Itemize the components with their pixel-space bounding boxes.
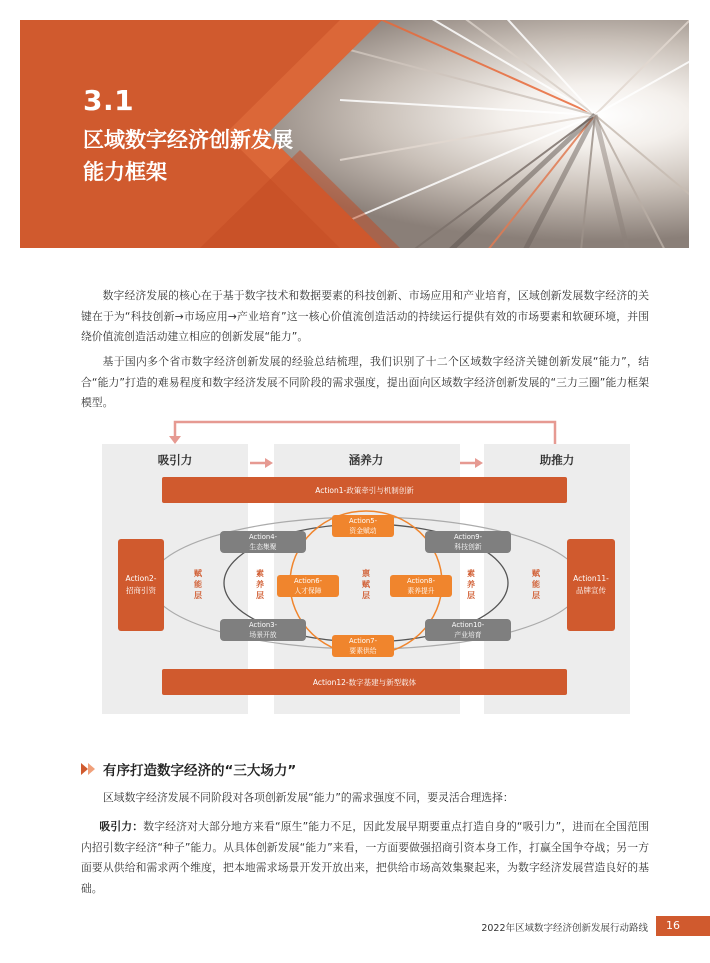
section-banner — [20, 20, 689, 248]
action9-sub: 科技创新 — [454, 543, 482, 551]
action1-bar: Action1-政策牵引与机制创新 — [162, 477, 567, 503]
action6-label: Action6- — [293, 577, 323, 585]
layer-literacy-right: 素养层 — [467, 569, 475, 600]
action3-box — [220, 619, 306, 641]
action5-box — [332, 515, 394, 537]
action12-bar: Action12-数字基建与新型载体 — [162, 669, 567, 695]
action9-box — [425, 531, 511, 553]
action11-box — [567, 539, 615, 631]
subsection-intro: 区域数字经济发展不同阶段对各项创新发展“能力”的需求强度不同，要灵活合理选择： — [103, 791, 514, 804]
attract-lead-text: 数字经济对大部分地方来看“原生”能力不足，因此发展早期要重点打造自身的“吸引力”，进而在全国范围内招引数字经济“种子”能力。从具体创新发展“能力”来看，一方面要做强招商引资本身工作，打赢全国争夺战；另一方面要从供给和需求两个维度，把本地需求场景开发开放出来，把供给市场高效集聚起来，为数字经济发展营造良好的基础。 — [81, 820, 650, 895]
action8-sub: 素养提升 — [407, 587, 435, 595]
action4-label: Action4- — [248, 533, 278, 541]
column-header-nurture: 涵养力 — [348, 453, 384, 467]
action4-sub: 生态集聚 — [249, 543, 277, 551]
action9-label: Action9- — [453, 533, 483, 541]
attract-lead-label: 吸引力： — [99, 820, 144, 833]
action10-label: Action10- — [451, 621, 485, 629]
section-number: 3.1 — [83, 84, 135, 117]
action7-box — [332, 635, 394, 657]
action5-label: Action5- — [348, 517, 378, 525]
action2-label: Action2- — [125, 574, 157, 583]
intro-paragraph-2: 基于国内多个省市数字经济创新发展的经验总结梳理，我们识别了十二个区域数字经济关键创新发展“能力”，结合“能力”打造的难易程度和数字经济发展不同阶段的需求强度，提出面向区域数字经济创新发展的“三力三圈”能力框架模型。 — [81, 355, 649, 409]
action5-sub: 资金赋动 — [349, 527, 377, 535]
section-title-line2: 能力框架 — [83, 160, 167, 184]
action6-box — [277, 575, 339, 597]
section-title-line1: 区域数字经济创新发展 — [83, 128, 293, 152]
intro-paragraph-1: 数字经济发展的核心在于基于数字技术和数据要素的科技创新、市场应用和产业培育，区域创新发展数字经济的关键在于为“科技创新→市场应用→产业培育”这一核心价值流创造活动的持续运行提供有效的市场要素和软硬环境，并围绕价值流创造活动建立相应的创新发展“能力”。 — [81, 289, 649, 343]
column-header-boost: 助推力 — [539, 453, 575, 467]
layer-endowment: 禀赋层 — [362, 569, 370, 600]
action11-sub: 品牌宣传 — [576, 586, 606, 595]
action11-label: Action11- — [573, 574, 609, 583]
action7-sub: 要素供给 — [349, 647, 377, 655]
page-number: 16 — [656, 916, 710, 936]
column-header-attract: 吸引力 — [157, 453, 193, 467]
subsection-title: 有序打造数字经济的“三大场力” — [103, 763, 297, 779]
action2-sub: 招商引资 — [126, 586, 156, 595]
action4-box — [220, 531, 306, 553]
double-chevron-icon — [81, 763, 97, 775]
layer-enable-left: 赋能层 — [194, 569, 202, 600]
action8-label: Action8- — [406, 577, 436, 585]
action3-sub: 场景开放 — [249, 631, 277, 639]
attract-paragraph — [81, 817, 649, 899]
section-title — [83, 124, 383, 188]
action2-box — [118, 539, 164, 631]
action6-sub: 人才保障 — [294, 587, 322, 595]
action7-label: Action7- — [348, 637, 378, 645]
layer-enable-right: 赋能层 — [532, 569, 540, 600]
action8-box — [390, 575, 452, 597]
action3-label: Action3- — [248, 621, 278, 629]
layer-literacy-left: 素养层 — [256, 569, 264, 600]
action10-box — [425, 619, 511, 641]
report-title: 2022年区域数字经济创新发展行动路线 — [481, 923, 648, 934]
capability-framework-diagram — [102, 418, 630, 716]
action10-sub: 产业培育 — [454, 631, 482, 639]
